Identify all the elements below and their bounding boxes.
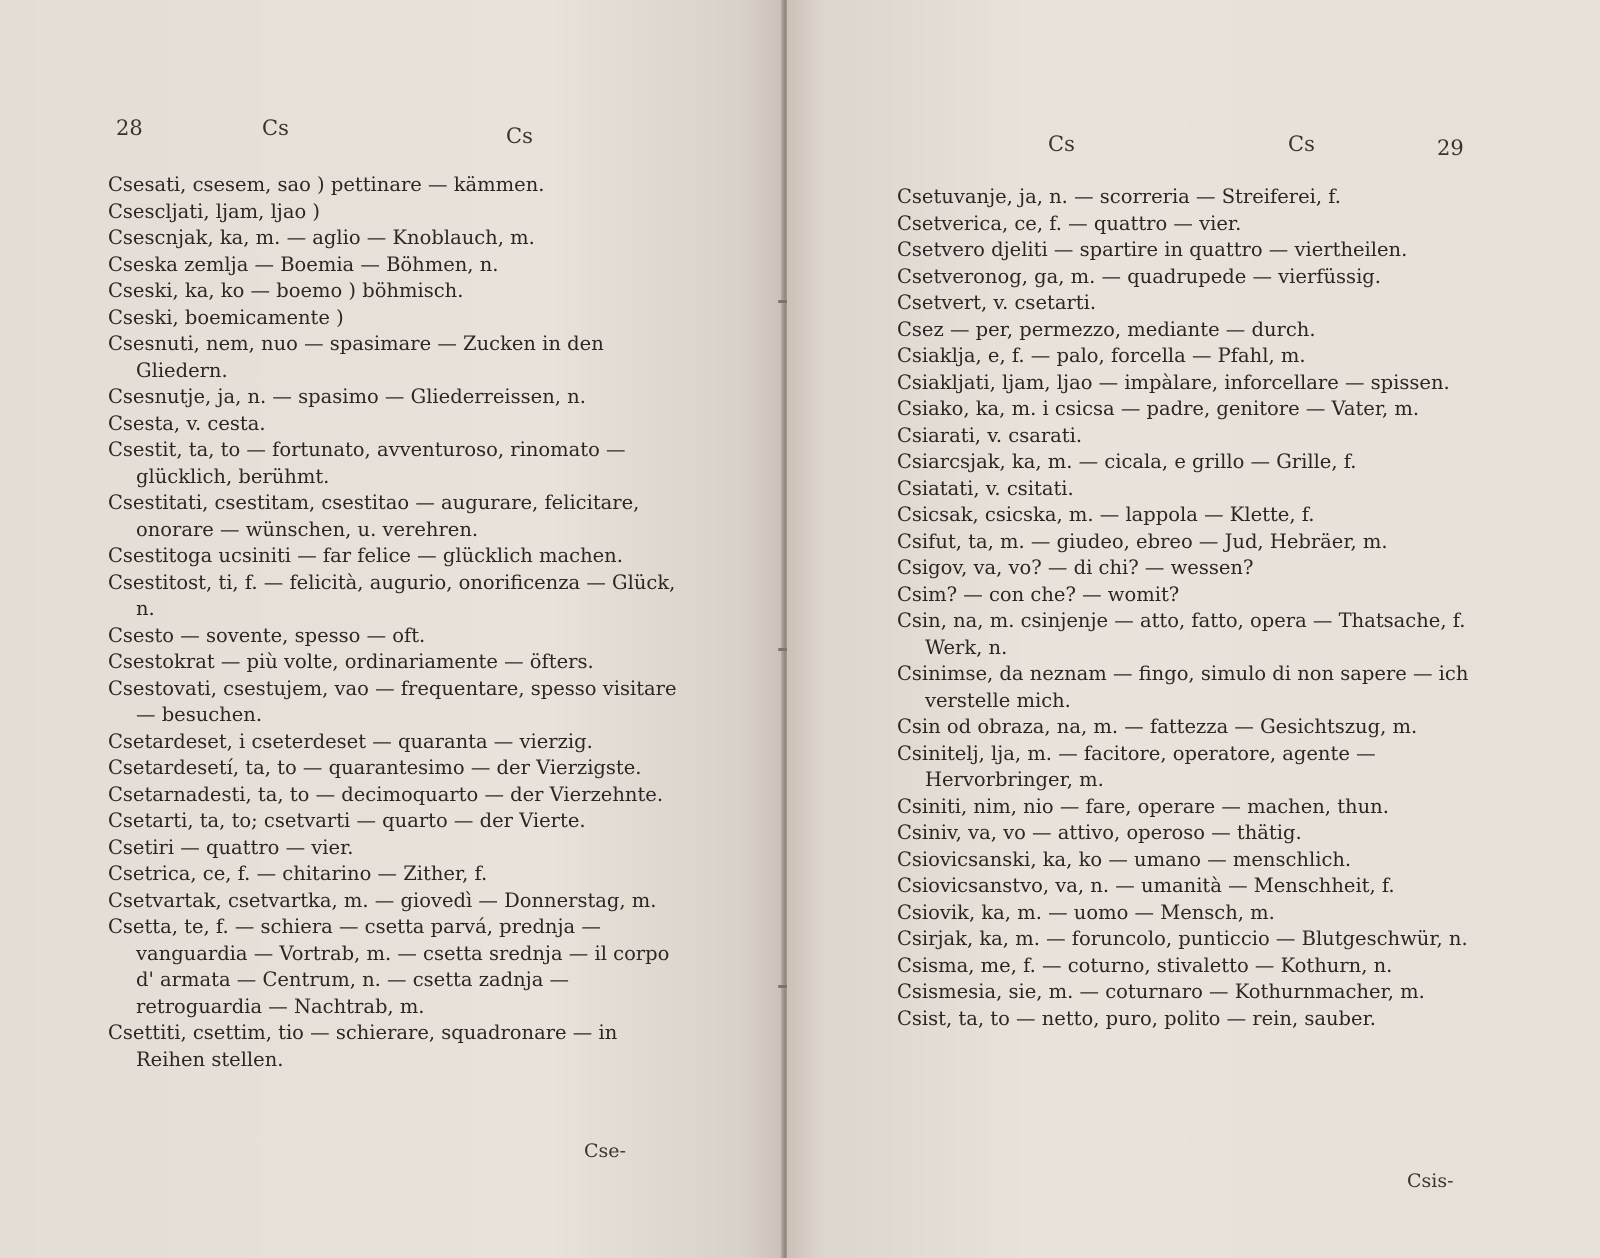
running-head: Cs <box>1048 132 1075 156</box>
entry: Csetta, te, f. — schiera — csetta parvá, prednja — vanguardia — Vortrab, m. — csetta srednja — il corpo d' armata — Centrum, n. — csetta zadnja — retroguardia — Nachtrab, m. <box>108 915 670 1018</box>
entry: Csetvert, v. csetarti. <box>897 291 1097 314</box>
entry: Csetvartak, csetvartka, m. — giovedì — Donnerstag, m. <box>108 888 657 912</box>
entry: Csirjak, ka, m. — foruncolo, punticcio — Blutgeschwür, n. <box>897 927 1468 950</box>
entry: Csin od obraza, na, m. — fattezza — Gesichtszug, m. <box>897 715 1418 738</box>
entry: Csesnuti, nem, nuo — spasimare — Zucken in den Gliedern. <box>108 332 604 382</box>
entry: Csin, na, m. csinjenje — atto, fatto, opera — Thatsache, f. Werk, n. <box>897 609 1466 659</box>
entry: Csist, ta, to — netto, puro, polito — rein, sauber. <box>897 1006 1376 1030</box>
entry: Csesati, csesem, sao ) pettinare — kämmen. <box>108 173 545 196</box>
entry: Csiaklja, e, f. — palo, forcella — Pfahl, m. <box>897 344 1306 367</box>
entry: Cseski, boemicamente ) <box>108 305 344 329</box>
entry: Csicsak, csicska, m. — lappola — Klette, f. <box>897 503 1315 526</box>
entry: Csiniv, va, vo — attivo, operoso — thätig. <box>897 821 1302 844</box>
entry: Csiatati, v. csitati. <box>897 476 1074 500</box>
entry: Csestitost, ti, f. — felicità, augurio, onorificenza — Glück, n. <box>108 570 676 620</box>
entry: Csestitoga ucsiniti — far felice — glücklich machen. <box>108 544 623 567</box>
entry: Csesto — sovente, spesso — oft. <box>108 623 426 647</box>
running-head: Cs <box>1288 132 1315 156</box>
dictionary-entries <box>108 172 678 1073</box>
entry: Csismesia, sie, m. — coturnaro — Kothurnmacher, m. <box>897 980 1425 1003</box>
entry: Csiakljati, ljam, ljao — impàlare, inforcellare — spissen. <box>897 370 1450 394</box>
entry: Csettiti, csettim, tio — schierare, squadronare — in Reihen stellen. <box>108 1021 618 1071</box>
entry: Csiarati, v. csarati. <box>897 423 1083 447</box>
entry: Csiako, ka, m. i csicsa — padre, genitore — Vater, m. <box>897 397 1420 420</box>
catchword: Cse- <box>584 1140 626 1162</box>
entry: Csinitelj, lja, m. — facitore, operatore, agente — Hervorbringer, m. <box>897 741 1376 791</box>
entry: Csesnutje, ja, n. — spasimo — Gliederreissen, n. <box>108 385 586 408</box>
entry: Cseska zemlja — Boemia — Böhmen, n. <box>108 252 499 276</box>
entry: Csigov, va, vo? — di chi? — wessen? <box>897 556 1254 579</box>
entry: Csetardeset, i cseterdeset — quaranta — vierzig. <box>108 729 593 753</box>
entry: Csinimse, da neznam — fingo, simulo di non sapere — ich verstelle mich. <box>897 662 1469 712</box>
entry: Csez — per, permezzo, mediante — durch. <box>897 317 1316 341</box>
dictionary-entries <box>897 184 1489 1032</box>
entry: Csetiri — quattro — vier. <box>108 835 354 859</box>
entry: Csiovicsanski, ka, ko — umano — menschlich. <box>897 847 1352 871</box>
running-head: Cs <box>262 116 289 140</box>
entry: Csetveronog, ga, m. — quadrupede — vierfüssig. <box>897 264 1381 288</box>
entry: Csesta, v. cesta. <box>108 411 266 435</box>
entry: Csescljati, ljam, ljao ) <box>108 199 321 223</box>
entry: Csetverica, ce, f. — quattro — vier. <box>897 211 1242 235</box>
entry: Csisma, me, f. — coturno, stivaletto — Kothurn, n. <box>897 953 1393 977</box>
entry: Csestokrat — più volte, ordinariamente — öfters. <box>108 650 594 673</box>
entry: Csestovati, csestujem, vao — frequentare, spesso visitare — besuchen. <box>108 676 677 726</box>
entry: Csiniti, nim, nio — fare, operare — machen, thun. <box>897 794 1389 818</box>
entry: Csestitati, csestitam, csestitao — augurare, felicitare, onorare — wünschen, u. verehren. <box>108 491 640 541</box>
entry: Csim? — con che? — womit? <box>897 582 1180 606</box>
page-number: 29 <box>1437 136 1464 160</box>
entry: Csetardesetí, ta, to — quarantesimo — der Vierzigste. <box>108 756 642 779</box>
entry: Csestit, ta, to — fortunato, avventuroso, rinomato — glücklich, berühmt. <box>108 438 626 488</box>
left-page <box>0 0 783 1258</box>
entry: Csetarnadesti, ta, to — decimoquarto — der Vierzehnte. <box>108 782 664 806</box>
right-page <box>787 0 1600 1258</box>
entry: Csifut, ta, m. — giudeo, ebreo — Jud, Hebräer, m. <box>897 529 1388 553</box>
entry: Csiovik, ka, m. — uomo — Mensch, m. <box>897 900 1275 924</box>
catchword: Csis- <box>1407 1170 1454 1192</box>
entry: Csetuvanje, ja, n. — scorreria — Streiferei, f. <box>897 185 1341 208</box>
entry: Csiovicsanstvo, va, n. — umanità — Menschheit, f. <box>897 874 1395 897</box>
entry: Csetvero djeliti — spartire in quattro — viertheilen. <box>897 238 1408 261</box>
running-head: Cs <box>506 124 533 148</box>
page-number: 28 <box>116 116 143 140</box>
entry: Csetarti, ta, to; csetvarti — quarto — der Vierte. <box>108 809 586 832</box>
entry: Csetrica, ce, f. — chitarino — Zither, f. <box>108 862 488 885</box>
entry: Csiarcsjak, ka, m. — cicala, e grillo — Grille, f. <box>897 450 1357 473</box>
entry: Csescnjak, ka, m. — aglio — Knoblauch, m. <box>108 226 535 249</box>
entry: Cseski, ka, ko — boemo ) böhmisch. <box>108 279 464 302</box>
